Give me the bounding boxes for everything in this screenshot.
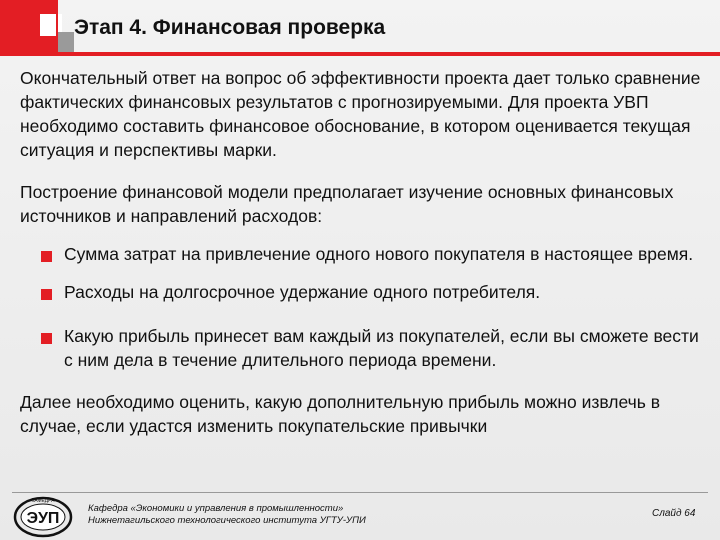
- footer-line-2: Нижнетагильского технологического института УГТУ-УПИ: [88, 515, 366, 526]
- paragraph-3: Далее необходимо оценить, какую дополнительную прибыль можно извлечь в случае, если удастся изменить покупательские привычки: [20, 392, 661, 436]
- bullet-item: [20, 280, 710, 304]
- header-vertical-rule: [56, 0, 58, 56]
- corner-gray-square: [56, 32, 74, 52]
- slide-number: Слайд 64: [652, 508, 696, 519]
- department-logo-icon: [12, 494, 74, 538]
- paragraph-2: Построение финансовой модели предполагает изучение основных финансовых источников и направлений расходов:: [20, 182, 674, 226]
- bullet-text: Сумма затрат на привлечение одного нового покупателя в настоящее время.: [64, 244, 694, 264]
- bullet-item: [20, 242, 710, 266]
- bullet-text: Расходы на долгосрочное удержание одного потребителя.: [64, 282, 541, 302]
- logo-letters: ЭУП: [26, 510, 60, 527]
- footer-divider: [12, 492, 708, 493]
- footer-caption: [88, 503, 366, 527]
- header-horizontal-rule: [56, 52, 720, 56]
- bullet-text: Какую прибыль принесет вам каждый из покупателей, если вы сможете вести с ним дела в течение длительного периода времени.: [64, 326, 699, 370]
- slide-title: Этап 4. Финансовая проверка: [74, 16, 386, 39]
- paragraph-1: Окончательный ответ на вопрос об эффективности проекта дает только сравнение фактических финансовых результатов с прогнозируемыми. Для проекта УВП необходимо составить финансовое обоснование, в котором оценивается текущая ситуация и перспективы марки.: [20, 68, 701, 160]
- footer-line-1: Кафедра «Экономики и управления в промышленности»: [88, 503, 344, 514]
- logo-top-text: КАФЕДРА: [31, 498, 55, 504]
- square-bullet-icon: [41, 289, 52, 300]
- square-bullet-icon: [41, 251, 52, 262]
- square-bullet-icon: [41, 333, 52, 344]
- bullet-item: [20, 324, 710, 372]
- bullet-list: [20, 242, 710, 381]
